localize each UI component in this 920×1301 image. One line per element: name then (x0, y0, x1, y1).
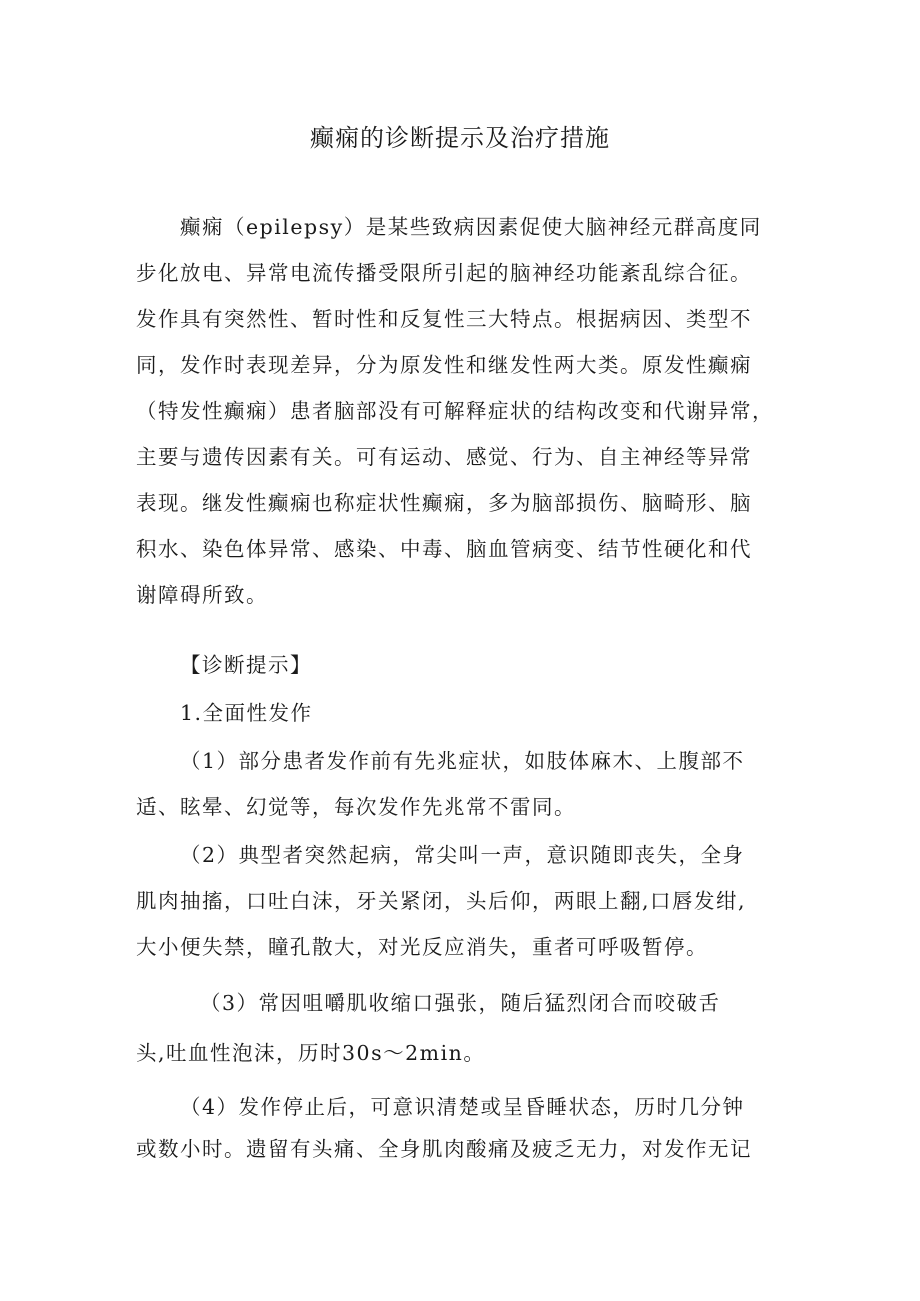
text-line: 表现。继发性癫痫也称症状性癫痫，多为脑部损伤、脑畸形、脑 (136, 491, 752, 515)
text-line: （特发性癫痫）患者脑部没有可解释症状的结构改变和代谢异常， (136, 399, 774, 423)
section-heading: 【诊断提示】 (180, 653, 312, 677)
text-line: 癫痫（epilepsy）是某些致病因素促使大脑神经元群高度同 (180, 215, 762, 239)
item-1-paragraph (136, 738, 796, 830)
text-line: 适、眩晕、幻觉等，每次发作先兆常不雷同。 (136, 795, 576, 819)
text-line: （4）发作停止后，可意识清楚或呈昏睡状态，历时几分钟 (180, 1095, 745, 1119)
text-line: （2）典型者突然起病，常尖叫一声，意识随即丧失，全身 (180, 843, 745, 867)
text-line: 肌肉抽搐，口吐白沫，牙关紧闭，头后仰，两眼上翻,口唇发绀, (136, 889, 747, 913)
text-line: 主要与遗传因素有关。可有运动、感觉、行为、自主神经等异常 (136, 445, 752, 469)
intro-paragraph (136, 204, 796, 618)
text-line: 步化放电、异常电流传播受限所引起的脑神经功能紊乱综合征。 (136, 261, 752, 285)
subsection-heading: 1.全面性发作 (180, 701, 313, 725)
text-line: 积水、染色体异常、感染、中毒、脑血管病变、结节性硬化和代 (136, 537, 752, 561)
text-line: 谢障碍所致。 (136, 583, 268, 607)
text-line: （1）部分患者发作前有先兆症状，如肢体麻木、上腹部不 (180, 749, 745, 773)
item-3-line-1: （3）常因咀嚼肌收缩口强张，随后猛烈闭合而咬破舌 (200, 991, 721, 1015)
text-line: 同，发作时表现差异，分为原发性和继发性两大类。原发性癫痫 (136, 353, 752, 377)
item-4-paragraph (136, 1086, 796, 1170)
item-2-paragraph (136, 832, 796, 970)
text-line: 大小便失禁，瞳孔散大，对光反应消失，重者可呼吸暂停。 (136, 935, 708, 959)
document-title: 癫痫的诊断提示及治疗措施 (310, 124, 610, 152)
text-line: 发作具有突然性、暂时性和反复性三大特点。根据病因、类型不 (136, 307, 752, 331)
item-3-line-2: 头,吐血性泡沫，历时30s～2min。 (136, 1041, 486, 1065)
text-line: 或数小时。遗留有头痛、全身肌肉酸痛及疲乏无力，对发作无记 (136, 1137, 752, 1161)
